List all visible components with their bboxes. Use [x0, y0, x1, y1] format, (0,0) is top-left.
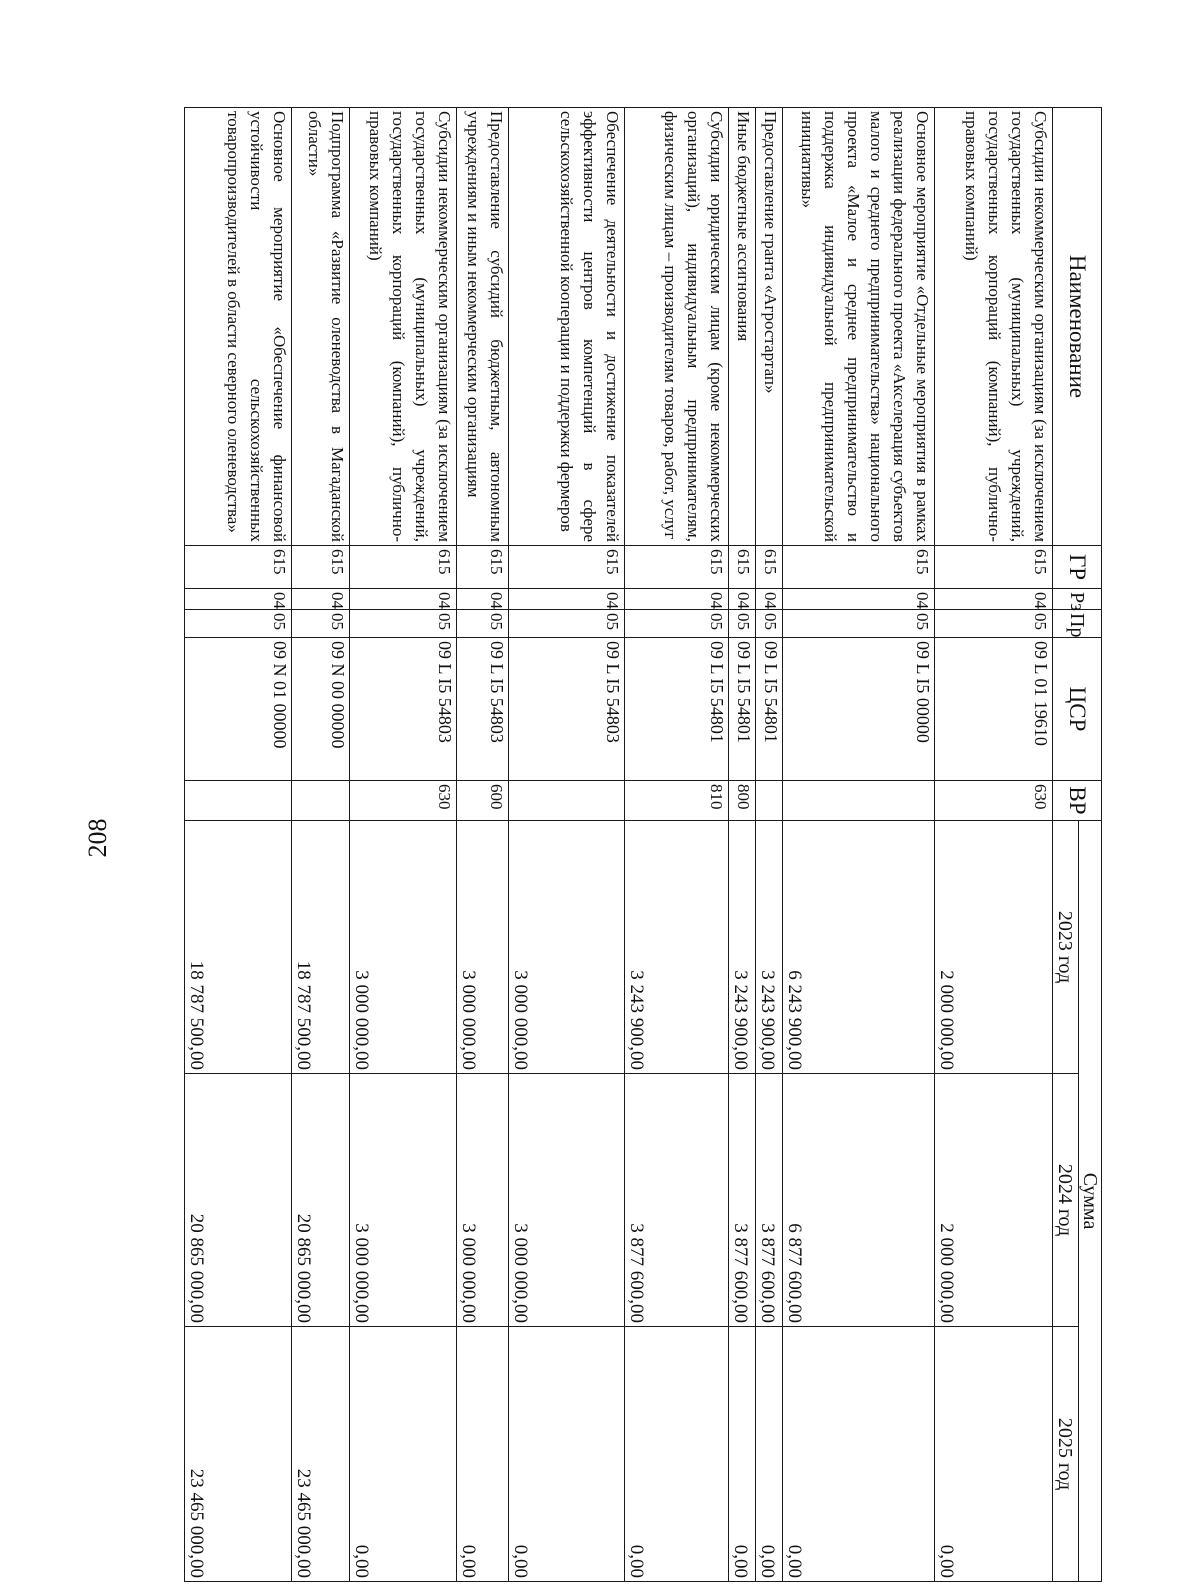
- row-sum-2023: 3 243 900,00: [625, 821, 729, 1074]
- row-sum-2025: 0,00: [783, 1327, 935, 1582]
- header-rz: Рз: [1053, 589, 1102, 610]
- budget-table-frame: [186, 107, 1102, 1581]
- table-row: [756, 108, 783, 1582]
- row-vr: [185, 781, 292, 821]
- row-rz: 04: [625, 589, 729, 610]
- row-gr: 615: [729, 546, 756, 589]
- table-row: [292, 108, 350, 1582]
- row-gr: 615: [350, 546, 457, 589]
- header-year-2023: 2023 год: [1053, 821, 1079, 1074]
- row-gr: 615: [185, 546, 292, 589]
- row-rz: 04: [457, 589, 509, 610]
- row-sum-2025: 0,00: [729, 1327, 756, 1582]
- row-sum-2023: 2 000 000,00: [935, 821, 1053, 1074]
- row-sum-2025: 0,00: [935, 1327, 1053, 1582]
- row-sum-2025: 0,00: [756, 1327, 783, 1582]
- row-name: Субсидии юридическим лицам (кроме некоммерческих организаций), индивидуальным предпринимателям, физическим лицам – производителям товаров, работ, услуг: [625, 108, 729, 546]
- row-sum-2024: 6 877 600,00: [783, 1074, 935, 1327]
- row-csr: 09 L 01 19610: [935, 638, 1053, 781]
- row-pr: 05: [509, 610, 625, 638]
- row-vr: 800: [729, 781, 756, 821]
- row-gr: 615: [783, 546, 935, 589]
- row-gr: 615: [756, 546, 783, 589]
- row-sum-2024: 20 865 000,00: [292, 1074, 350, 1327]
- header-pr: Пр: [1053, 610, 1102, 638]
- header-year-2025: 2025 год: [1053, 1327, 1079, 1582]
- row-sum-2024: 3 877 600,00: [756, 1074, 783, 1327]
- row-rz: 04: [292, 589, 350, 610]
- row-gr: 615: [935, 546, 1053, 589]
- row-gr: 615: [457, 546, 509, 589]
- row-sum-2025: 0,00: [625, 1327, 729, 1582]
- row-name: Основное мероприятие «Обеспечение финансовой устойчивости сельскохозяйственных товаропроизводителей в области северного оленеводства»: [185, 108, 292, 546]
- row-rz: 04: [509, 589, 625, 610]
- row-sum-2025: 0,00: [509, 1327, 625, 1582]
- row-sum-2023: 3 243 900,00: [729, 821, 756, 1074]
- row-sum-2023: 3 000 000,00: [350, 821, 457, 1074]
- row-sum-2024: 2 000 000,00: [935, 1074, 1053, 1327]
- row-name: Предоставление субсидий бюджетным, автономным учреждениям и иным некоммерческим организациям: [457, 108, 509, 546]
- row-sum-2024: 3 000 000,00: [509, 1074, 625, 1327]
- row-name: Субсидии некоммерческим организациям (за исключением государственных (муниципальных) учреждений, государственных корпораций (компаний), публично-правовых компаний): [935, 108, 1053, 546]
- row-rz: 04: [783, 589, 935, 610]
- row-name: Субсидии некоммерческим организациям (за исключением государственных (муниципальных) учреждений, государственных корпораций (компаний), публично-правовых компаний): [350, 108, 457, 546]
- row-csr: 09 N 00 00000: [292, 638, 350, 781]
- row-sum-2024: 3 000 000,00: [350, 1074, 457, 1327]
- row-csr: 09 L I5 54803: [509, 638, 625, 781]
- row-rz: 04: [935, 589, 1053, 610]
- page-number: 208: [83, 818, 112, 858]
- row-sum-2025: 23 465 000,00: [185, 1327, 292, 1582]
- table-row: [350, 108, 457, 1582]
- row-pr: 05: [756, 610, 783, 638]
- budget-table: [184, 107, 1102, 1582]
- row-rz: 04: [756, 589, 783, 610]
- row-vr: 630: [350, 781, 457, 821]
- row-sum-2024: 3 000 000,00: [457, 1074, 509, 1327]
- header-vr: ВР: [1053, 781, 1102, 821]
- row-csr: 09 N 01 00000: [185, 638, 292, 781]
- row-pr: 05: [783, 610, 935, 638]
- table-row: [935, 108, 1053, 1582]
- row-pr: 05: [185, 610, 292, 638]
- row-sum-2023: 3 243 900,00: [756, 821, 783, 1074]
- header-sum: Сумма: [1079, 821, 1102, 1582]
- row-sum-2024: 3 877 600,00: [729, 1074, 756, 1327]
- row-name: Иные бюджетные ассигнования: [729, 108, 756, 546]
- row-vr: [756, 781, 783, 821]
- row-pr: 05: [457, 610, 509, 638]
- row-vr: 630: [935, 781, 1053, 821]
- row-name: Предоставление гранта «Агростартап»: [756, 108, 783, 546]
- row-sum-2025: 0,00: [350, 1327, 457, 1582]
- table-row: [185, 108, 292, 1582]
- row-vr: 810: [625, 781, 729, 821]
- row-sum-2023: 3 000 000,00: [457, 821, 509, 1074]
- row-vr: 600: [457, 781, 509, 821]
- table-row: [457, 108, 509, 1582]
- row-rz: 04: [729, 589, 756, 610]
- row-sum-2025: 0,00: [457, 1327, 509, 1582]
- row-vr: [783, 781, 935, 821]
- row-pr: 05: [935, 610, 1053, 638]
- row-gr: 615: [625, 546, 729, 589]
- row-sum-2025: 23 465 000,00: [292, 1327, 350, 1582]
- table-row: [625, 108, 729, 1582]
- row-gr: 615: [509, 546, 625, 589]
- row-pr: 05: [625, 610, 729, 638]
- row-name: Основное мероприятие «Отдельные мероприятия в рамках реализации федерального проекта «Акселерация субъектов малого и среднего предпринимательства» национального проекта «Малое и среднее предпринимательство и поддержка индивидуальной предпринимательской инициативы»: [783, 108, 935, 546]
- table-row: [783, 108, 935, 1582]
- row-sum-2023: 18 787 500,00: [185, 821, 292, 1074]
- row-vr: [292, 781, 350, 821]
- header-name: Наименование: [1053, 108, 1102, 546]
- row-sum-2023: 3 000 000,00: [509, 821, 625, 1074]
- row-csr: 09 L I5 54801: [729, 638, 756, 781]
- row-sum-2024: 3 877 600,00: [625, 1074, 729, 1327]
- row-csr: 09 L I5 00000: [783, 638, 935, 781]
- header-csr: ЦСР: [1053, 638, 1102, 781]
- row-sum-2023: 6 243 900,00: [783, 821, 935, 1074]
- table-row: [729, 108, 756, 1582]
- row-name: Обеспечение деятельности и достижение показателей эффективности центров компетенций в сфере сельскохозяйственной кооперации и поддержки фермеров: [509, 108, 625, 546]
- row-sum-2023: 18 787 500,00: [292, 821, 350, 1074]
- header-gr: ГР: [1053, 546, 1102, 589]
- row-pr: 05: [292, 610, 350, 638]
- row-csr: 09 L I5 54803: [457, 638, 509, 781]
- row-csr: 09 L I5 54801: [756, 638, 783, 781]
- row-rz: 04: [350, 589, 457, 610]
- row-csr: 09 L I5 54803: [350, 638, 457, 781]
- row-vr: [509, 781, 625, 821]
- header-year-2024: 2024 год: [1053, 1074, 1079, 1327]
- row-gr: 615: [292, 546, 350, 589]
- row-pr: 05: [729, 610, 756, 638]
- row-rz: 04: [185, 589, 292, 610]
- table-row: [509, 108, 625, 1582]
- row-csr: 09 L I5 54801: [625, 638, 729, 781]
- row-pr: 05: [350, 610, 457, 638]
- row-name: Подпрограмма «Развитие оленеводства в Магаданской области»: [292, 108, 350, 546]
- row-sum-2024: 20 865 000,00: [185, 1074, 292, 1327]
